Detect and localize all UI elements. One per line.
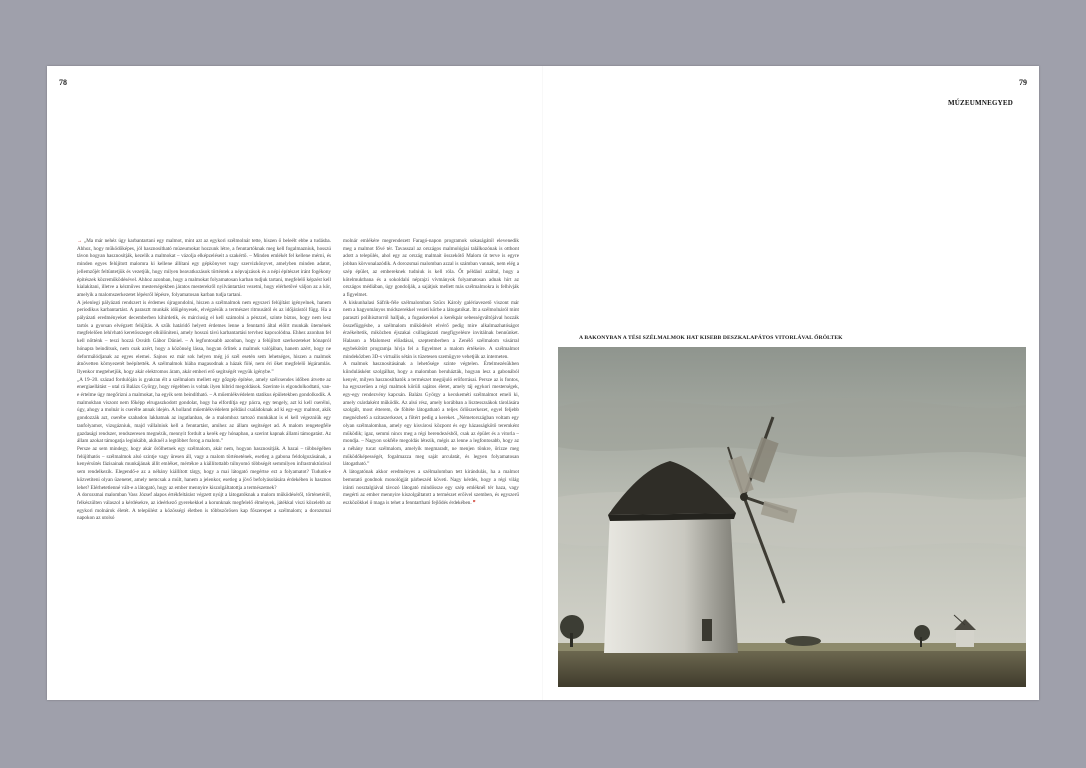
article-column-2	[343, 238, 519, 668]
article-paragraph: molnár emlékére megrendezett Faragó-napon programok sokaságától elevenedik meg a malmot fővé tér. Tavasszal az országos malmológiai találkozónak is otthont adott a település, ahol egy az ország malmait összekötő Malom út terve is egyre jobban körvonalazódik. A dorozsmai malomban azzal is számban vannak, nem elég a szép épület, az embereknek tudniuk is kell róla. Őt például azáltal, hogy a kötelmuktbana és a sokoldalú néprajzi vívmányok folyamatosan adnak hírt az országos médiában, úgy gondolják, a sajátjuk mellett más szélmalmokra is felhívják a figyelmet.	[343, 238, 519, 298]
article-paragraph: → „Ma már nehéz úgy karbantartani egy malmot, mint azt az egykori szélmolnár tette, hiszen ő beleélt ebbe a tudásba. Ahhoz, hogy működőképes, jól hasznosítható múzeumokat hozzunk létre, a fenntartóknak meg kell fogalmazniuk, hosszú távon hogyan hasznosítják, kezelik a malmokat – vázolja elképzeléseit a szakértő. – Minden emlékét fel kellene mérni, és minden egyes felújított malomra ki kellene állítani egy gépkönyvet vagy szervizkönyvet, amelyben minden adatot, jellemzőjét feltüntetjük és vezetjük, hogy milyen beavatkozások történtek a népvajzások és a népi építészet iránt fogékony építészek közreműködésével. Ahhoz azonban, hogy a malmokat folyamatosan karban tudjuk tartani, megfelelő képzést kell kialakítani, illetve a kézműves mesterségekben járatos mesterekről nyilvántartást vezetni, hogy elérhetővé váljon az a kör, amelyik a malomszerkezetet lépésről lépésre, folyamatosan karban tudja tartani.	[77, 238, 331, 298]
tree-icon	[785, 636, 821, 646]
windmill-photo	[558, 347, 1026, 687]
article-paragraph: Persze az sem mindegy, hogy akár őrölhetnek egy szélmalom, akár nem, hogyan hasznosítják. A hazai – többségében felújíthatós – szélmalmok alsó szintje vagy üresen áll, vagy a malom történetének, esetleg a gabona feldolgozásának, a kenyérsütés fázisainak munkájának állít emléket, mértékre a kiállítottabb túlnyomó többségét semmilyen infrastruktúrával sem rendelkezik. Elegendő-e az a néhány kiállított tárgy, hogy a mai látogató megértse ezt a folyamatot? Tudunk-e közvetíteni olyan üzenetet, amely nemcsak a múlt, hanem a jelenkor, esetleg a jövő befolyásolására érdekében is hasznos lehet? Elérhetetlenné vált-e a látogató, hogy az ember mennyire kiszolgáltatottja a természetnek?	[77, 445, 331, 491]
right-page-number: 79	[1019, 78, 1027, 87]
article-paragraph: A látogatónak akkor eredményes a szélmalomban tett kirándulás, ha a malmot bemutató gondnok monológját párbeszéd követi. Nagy kérdés, hogy a régi világ iránti nosztalgiával távozó látogató mindössze egy szép emléknél tér haza, vagy megérti az ember mennyire kiszolgáltatott a természet erőivel szemben, és egyszerű eszközökkel ő maga is tehet a fenntartható fejlődés érdekében. ❞	[343, 469, 519, 506]
article-paragraph: A jelenlegi pályázati rendszert is érdemes újragondolni, hiszen a szélmalmok nem egyszeri felújítást igényelnek, hanem periodikus karbantartást. A parasztt munkák időigényesek, elvégzésük a természet ritmusától és az időjárástól függ. Ha a pályázati eredményeket decemberben kihirdetik, és márciusig el kell számolni a pénzzel, szinte biztos, hogy nem lesz tartós a gyorsan elvégzett felújítás. A szűk határidő helyett érdemes lenne a fenntartó által előírt munkák ütemének megfelelően lehívható keretösszeget elkülöníteni, amely hosszú távú karbantartási tervhez kapcsolódna. Ehhez azonban fel kell nőtténk – teszi hozzá Osváth Gábor Dániel. – A legfontosabb azonban, hogy a felújított szerkezeteket hónapról hónapra beindítsuk, nem csak azért, hogy a közönség lássa, hogyan őrlitek a malmok valójában, hanem azért, hogy ne deformálódjanak az egyes elemei. Sajnos ez már sok helyen még jó szél esetén sem lehetséges, hiszen a malmok átnövetten környezetét beépítették. A szélmalmok hiába magasodnak a házak fölé, nem éri őket megfelelő légáramlás. Ilyenkor megtehetjük, hogy akár elektromos áram, akár emberi erő segítségét vegyük igénybe.”	[77, 299, 331, 375]
quote-arrow-icon: →	[77, 238, 83, 244]
quote-close-icon: ❞	[472, 499, 476, 506]
field	[558, 649, 1026, 687]
article-paragraph: A malmok hasznosításának a lehetősége szinte végtelen. Értelmezésükben kiindulásként szolgálhat, hogy a malomban beruházták, hogyan lesz a gabonából kenyér, milyen hasznosíthatók a természet megújuló erőforrásai. Persze az is fontos, ha egyszerűen a régi malmok körüli sajátos életet, amely táj egykori mesterségek, egy-egy rendezvény kapcsán. Balázs György a kecskeméti szélmalmot emeli ki, amely csárdaként működik. Az alsó rész, amely korábban a lisztesszsákok tárolására szolgált, most étterem, de föltéte látogatható a teljes őrlőszerkezet, egyel feljebb megnézhető a szitaszerkezet, a főtért pedig a kereket. „Németországban voltam egy olyan szélmalomban, amely egy kisvárosi központ és egy házasságkötő teremként működik; igaz, semmi nincs meg a régi berendezésből, csak az épület és a vitorla – mondja. – Nagyon sokféle megoldás létezik, mégis az lenne a legfontosabb, hogy az a néhány tucat szélmalom, amelyik megmaradt, ne menjen tönkre, őrizze meg működőképességét, fogalmazza meg saját arculatát, és legyen folyamatosan látogatható.”	[343, 361, 519, 468]
magazine-spread	[47, 66, 1039, 700]
article-paragraph: A kiskunhalasi Sáfrik-féle szélmalomban Szűcs Károly galériavezető viszont már nem a hagyományos módszerekkel vezeti körbe a látogatókat. Itt a szélmolnáról mint paraszti polihisztorról halljuk, a fogaskerekei a kerékpár sebességváltójával hozzák összefüggésbe, a szélmalom működését elvérő pedig mire alkalmazhatóságot érzékeltetik, miközben éjszakai csillagászati megfigyelésre invitálnak bennünket. Halason a Malomest előadásai, szeptemberben a Zenélő szélmalom vásárral egybekötött programja hívja fel a figyelmet a malom értékeire. A szélmalmot mindeközben 3D-s virtuális sétán is tüzetesen szemügyre vehetjük az interneten.	[343, 299, 519, 360]
article-paragraph: „A 19–20. század fordulóján is gyakran élt a szélmalom mellett egy gőzgép építése, amely szélcsendes időben átvette az energiaellátást – utal rá Balázs György, hogy régebben is voltak ilyen hibrid megoldások. Szerinte is elgondolkodtató, van-e értelme úgy megőrizni a malmokat, ha egyik sem beindítható. – A műemlékvédelem statikus épületekben gondolkodik. A malmokban viszont nem főképp elrugaszkodott gondolat, hogy ha elfordítja egy pácra, egy tengely, azt ki kell cserélni, úgy, ahogy a molnár is cserélte annak idején. A holland műemlékvédelem például családoknak ad ki egy-egy malmot, akik gondozzák azt, cserébe szabadon lakhatnak az ingatlanban, de a malomhoz tartozó munkákat is el kell végezniük egy tanfolyamot, vizsgázniuk, majd vállalniuk kell a fenntartást, amihez az állam segítséget ad. A malom rengetegféle gazdasági rendszer, rendszeresen megnézik, mennyit fordult a kerék egy hónapban, a szerint kapnak állami támogatást. Az állam azokat támogatja leginkább, akiknél a legtöbbet forog a malom.”	[77, 376, 331, 445]
photo-caption: A BAKONYBAN A TÉSI SZÉLMALMOK HAT KISEBB DESZKALAPÁTOS VITORLÁVAL ŐRÖLTEK	[579, 335, 843, 341]
left-page-number: 78	[59, 78, 67, 87]
page-gutter	[542, 66, 543, 700]
section-label: MÚZEUMNEGYED	[947, 99, 1013, 107]
article-paragraph: A dorozsmai malomban Vass József alapos értékfeltárást végzett nyújt a látogatóknak a malom működéséről, történetéről, felkészülten válaszol a kérdésekre, az ideérkező gyerekekkel a korunknak megfelelő élmények, játékkal viszi közelebb az egykori molnárok életét. A települést a közösségi életben is többszörösen kap főszerepet a szélmalom; a dorozsmai napokon az utolsó	[77, 492, 331, 522]
article-column-1	[77, 238, 331, 668]
